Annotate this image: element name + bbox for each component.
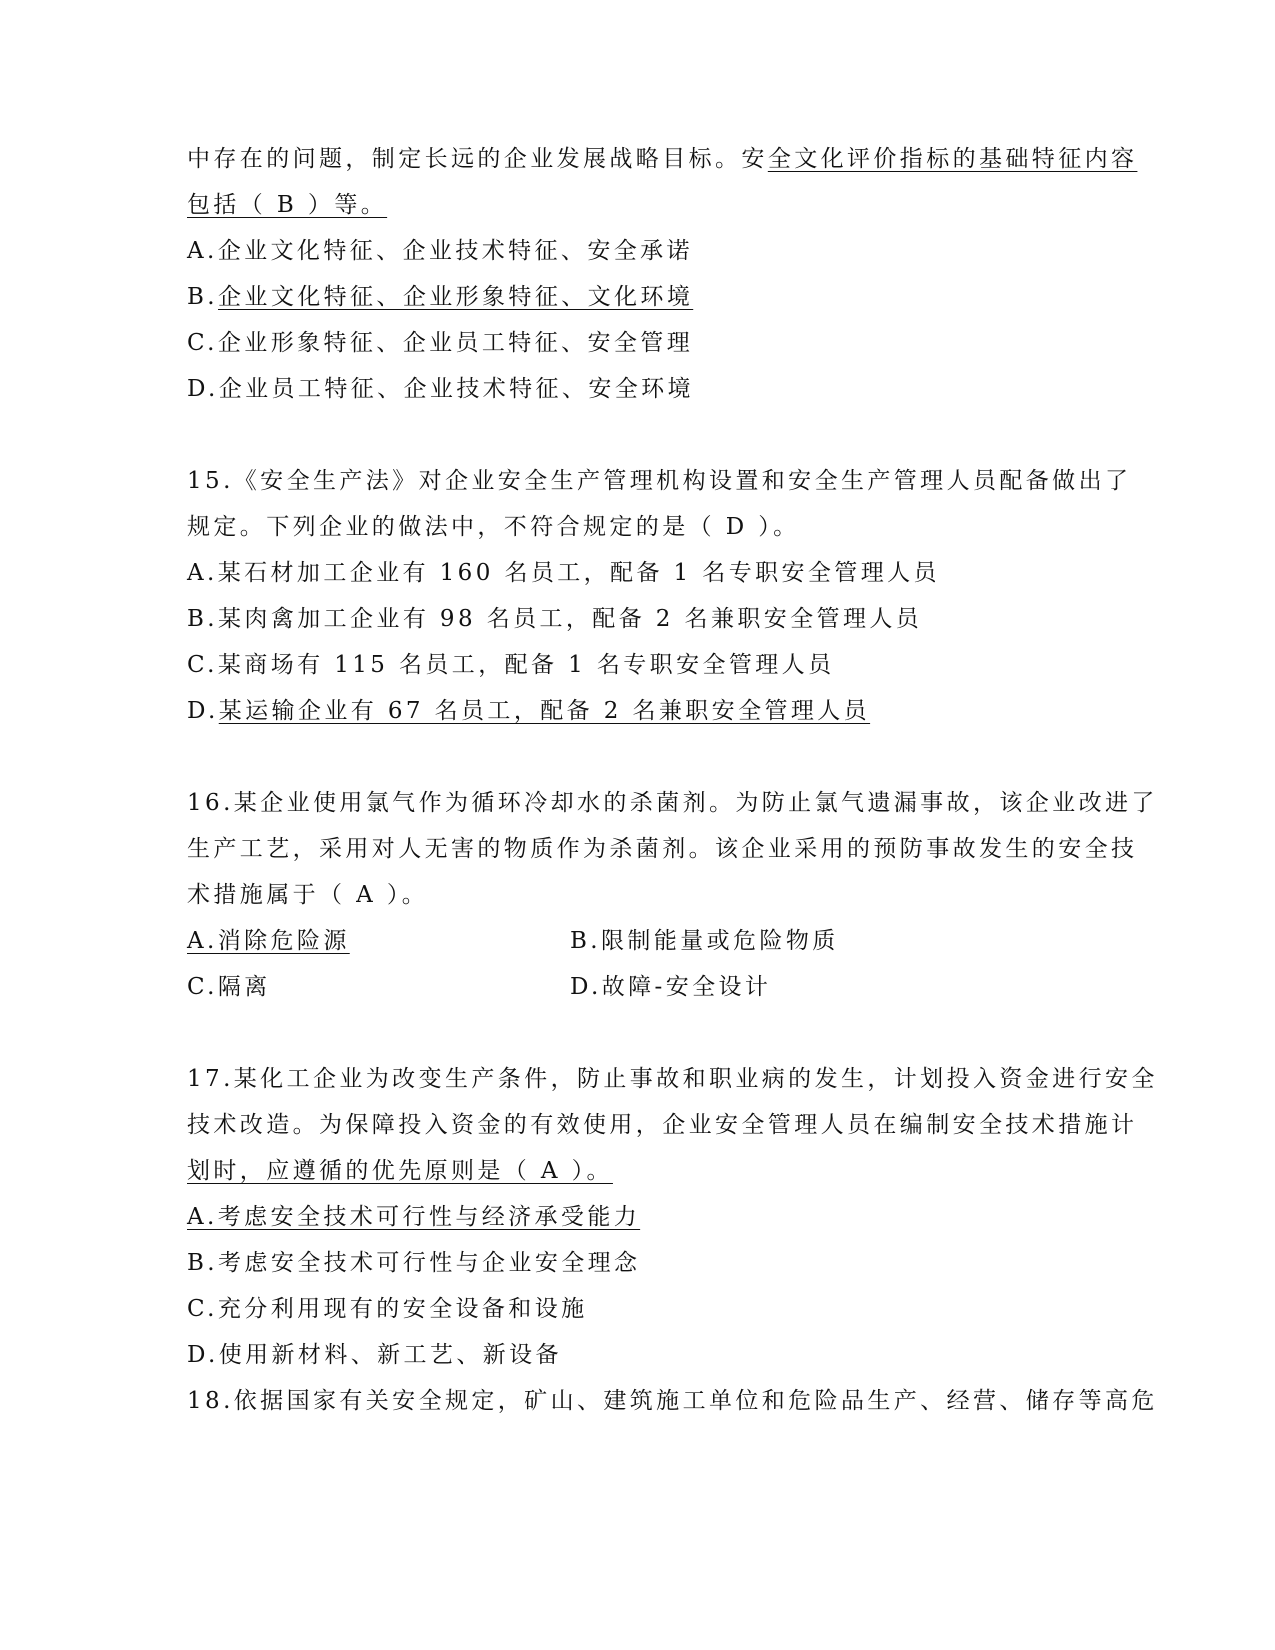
q15-option-b: B.某肉禽加工企业有 98 名员工，配备 2 名兼职安全管理人员	[187, 606, 923, 632]
q14-stem-line-2: 包括（ B ）等。	[187, 192, 388, 218]
q16-stem-line-1: 16.某企业使用氯气作为循环冷却水的杀菌剂。为防止氯气遗漏事故，该企业改进了	[187, 790, 1158, 816]
q14-option-b	[187, 282, 693, 312]
q16-option-b: B.限制能量或危险物质	[570, 928, 839, 954]
q16-option-d: D.故障-安全设计	[570, 974, 772, 1000]
q17-option-b: B.考虑安全技术可行性与企业安全理念	[187, 1250, 641, 1276]
q15-option-d-text: 某运输企业有 67 名员工，配备 2 名兼职安全管理人员	[218, 698, 871, 724]
q14-stem-text: 中存在的问题，制定长远的企业发展战略目标。安	[187, 146, 768, 172]
q15-option-c: C.某商场有 115 名员工，配备 1 名专职安全管理人员	[187, 652, 835, 678]
q14-option-d: D.企业员工特征、企业技术特征、安全环境	[187, 376, 694, 402]
q14-stem-line-1	[187, 144, 1137, 174]
q17-stem-line-3: 划时，应遵循的优先原则是（ A ）。	[187, 1158, 613, 1184]
q15-stem-line-1: 15.《安全生产法》对企业安全生产管理机构设置和安全生产管理人员配备做出了	[187, 468, 1132, 494]
q14-option-b-text: 企业文化特征、企业形象特征、文化环境	[218, 284, 694, 310]
q16-option-a: A.消除危险源	[187, 928, 350, 954]
q16-options-row-2	[187, 972, 1087, 1002]
q14-option-c: C.企业形象特征、企业员工特征、安全管理	[187, 330, 694, 356]
q17-option-a: A.考虑安全技术可行性与经济承受能力	[187, 1204, 641, 1230]
q15-option-d	[187, 696, 870, 726]
q17-option-c: C.充分利用现有的安全设备和设施	[187, 1296, 588, 1322]
q16-options-row-1	[187, 926, 1087, 956]
q16-stem-line-2: 生产工艺，采用对人无害的物质作为杀菌剂。该企业采用的预防事故发生的安全技	[187, 836, 1138, 862]
q18-stem-line-1: 18.依据国家有关安全规定，矿山、建筑施工单位和危险品生产、经营、储存等高危	[187, 1388, 1158, 1414]
q14-stem-underlined: 全文化评价指标的基础特征内容	[767, 146, 1138, 172]
q16-option-c: C.隔离	[187, 974, 271, 1000]
q14-option-b-prefix: B.	[187, 284, 219, 310]
q15-stem-line-2: 规定。下列企业的做法中，不符合规定的是（ D ）。	[187, 514, 800, 540]
q15-option-d-prefix: D.	[187, 698, 219, 724]
q15-option-a: A.某石材加工企业有 160 名员工，配备 1 名专职安全管理人员	[187, 560, 940, 586]
q17-option-d: D.使用新材料、新工艺、新设备	[187, 1342, 562, 1368]
q16-stem-line-3: 术措施属于（ A ）。	[187, 882, 429, 908]
q17-stem-line-2: 技术改造。为保障投入资金的有效使用，企业安全管理人员在编制安全技术措施计	[187, 1112, 1138, 1138]
q14-option-a: A.企业文化特征、企业技术特征、安全承诺	[187, 238, 693, 264]
q17-stem-line-1: 17.某化工企业为改变生产条件，防止事故和职业病的发生，计划投入资金进行安全	[187, 1066, 1158, 1092]
